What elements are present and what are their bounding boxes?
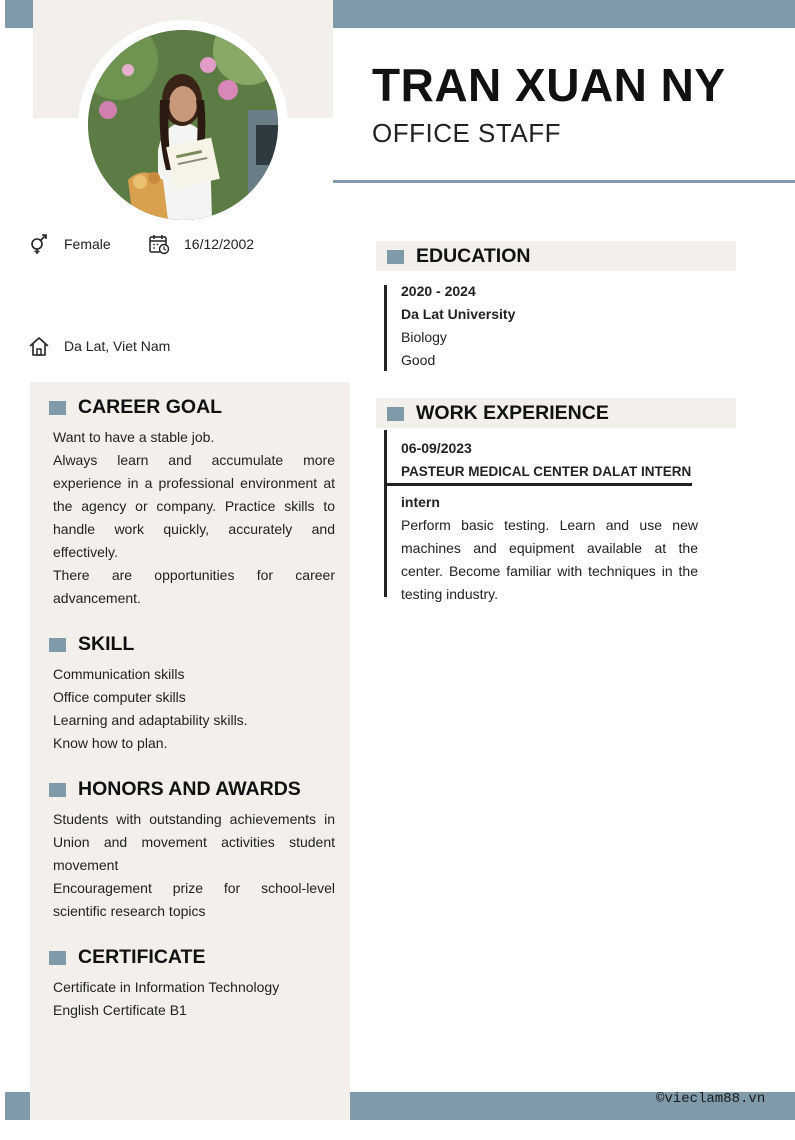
candidate-name: TRAN XUAN NY [372,59,726,111]
career-goal-paragraph: There are opportunities for career advancement. [53,567,335,606]
education-heading [387,245,530,268]
certificate-list [53,976,335,1022]
work-date: 06-09/2023 [401,440,472,456]
skill-item: Communication skills [53,666,185,682]
honors-list [53,808,335,923]
skill-heading [49,633,134,656]
work-heading [387,402,609,425]
honors-heading-text: HONORS AND AWARDS [78,778,301,800]
title-divider [333,180,795,183]
education-timeline-line [384,285,387,371]
work-position: intern [401,494,440,510]
skill-heading-text: SKILL [78,633,135,655]
career-goal-paragraph: Always learn and accumulate more experience in a professional environment at the agency or company. Practice skills to handle work quickly, accurately and effectively. [53,452,335,560]
certificate-item: English Certificate B1 [53,1002,187,1018]
skill-item: Know how to plan. [53,735,168,751]
top-accent-bar-right [333,0,795,28]
section-marker-icon [49,638,66,652]
avatar [88,30,278,220]
watermark: ©vieclam88.vn [656,1091,766,1107]
work-company-underline [386,483,692,486]
work-heading-text: WORK EXPERIENCE [416,402,609,424]
skill-item: Office computer skills [53,689,186,705]
gender-value: Female [64,236,111,252]
top-accent-bar-left [5,0,33,28]
job-title: OFFICE STAFF [372,118,561,148]
education-entry [401,280,701,372]
avatar-photo-illustration [88,30,278,220]
calendar-icon [148,233,170,255]
career-goal-paragraph: Want to have a stable job. [53,429,215,445]
honor-item: Students with outstanding achievements in Union and movement activities student movement [53,811,335,873]
gender-icon [28,233,50,255]
skill-item: Learning and adaptability skills. [53,712,248,728]
work-description: Perform basic testing. Learn and use new machines and equipment available at the center. Become familiar with techniques in the testing industry. [401,517,698,602]
section-marker-icon [49,783,66,797]
certificate-item: Certificate in Information Technology [53,979,280,995]
education-period: 2020 - 2024 [401,283,476,299]
address-value: Da Lat, Viet Nam [64,338,171,354]
work-company: PASTEUR MEDICAL CENTER DALAT INTERN [401,464,692,479]
career-goal-heading-text: CAREER GOAL [78,396,223,418]
dob-info [148,233,254,255]
section-marker-icon [49,951,66,965]
education-major: Biology [401,329,447,345]
section-marker-icon [49,401,66,415]
work-details [401,491,698,606]
address-info [28,335,170,357]
honors-heading [49,778,301,801]
dob-value: 16/12/2002 [184,236,255,252]
work-entry [401,437,698,483]
education-school: Da Lat University [401,306,516,322]
skill-list [53,663,335,755]
certificate-heading [49,946,205,969]
honor-item: Encouragement prize for school-level scientific research topics [53,880,335,919]
section-marker-icon [387,407,404,421]
education-grade: Good [401,352,436,368]
gender-info [28,233,111,255]
work-timeline-line [384,430,387,597]
career-goal-body [53,426,335,610]
career-goal-heading [49,396,222,419]
certificate-heading-text: CERTIFICATE [78,946,206,968]
bottom-accent-bar-left [5,1092,30,1120]
section-marker-icon [387,250,404,264]
education-heading-text: EDUCATION [416,245,531,267]
home-icon [28,335,50,357]
